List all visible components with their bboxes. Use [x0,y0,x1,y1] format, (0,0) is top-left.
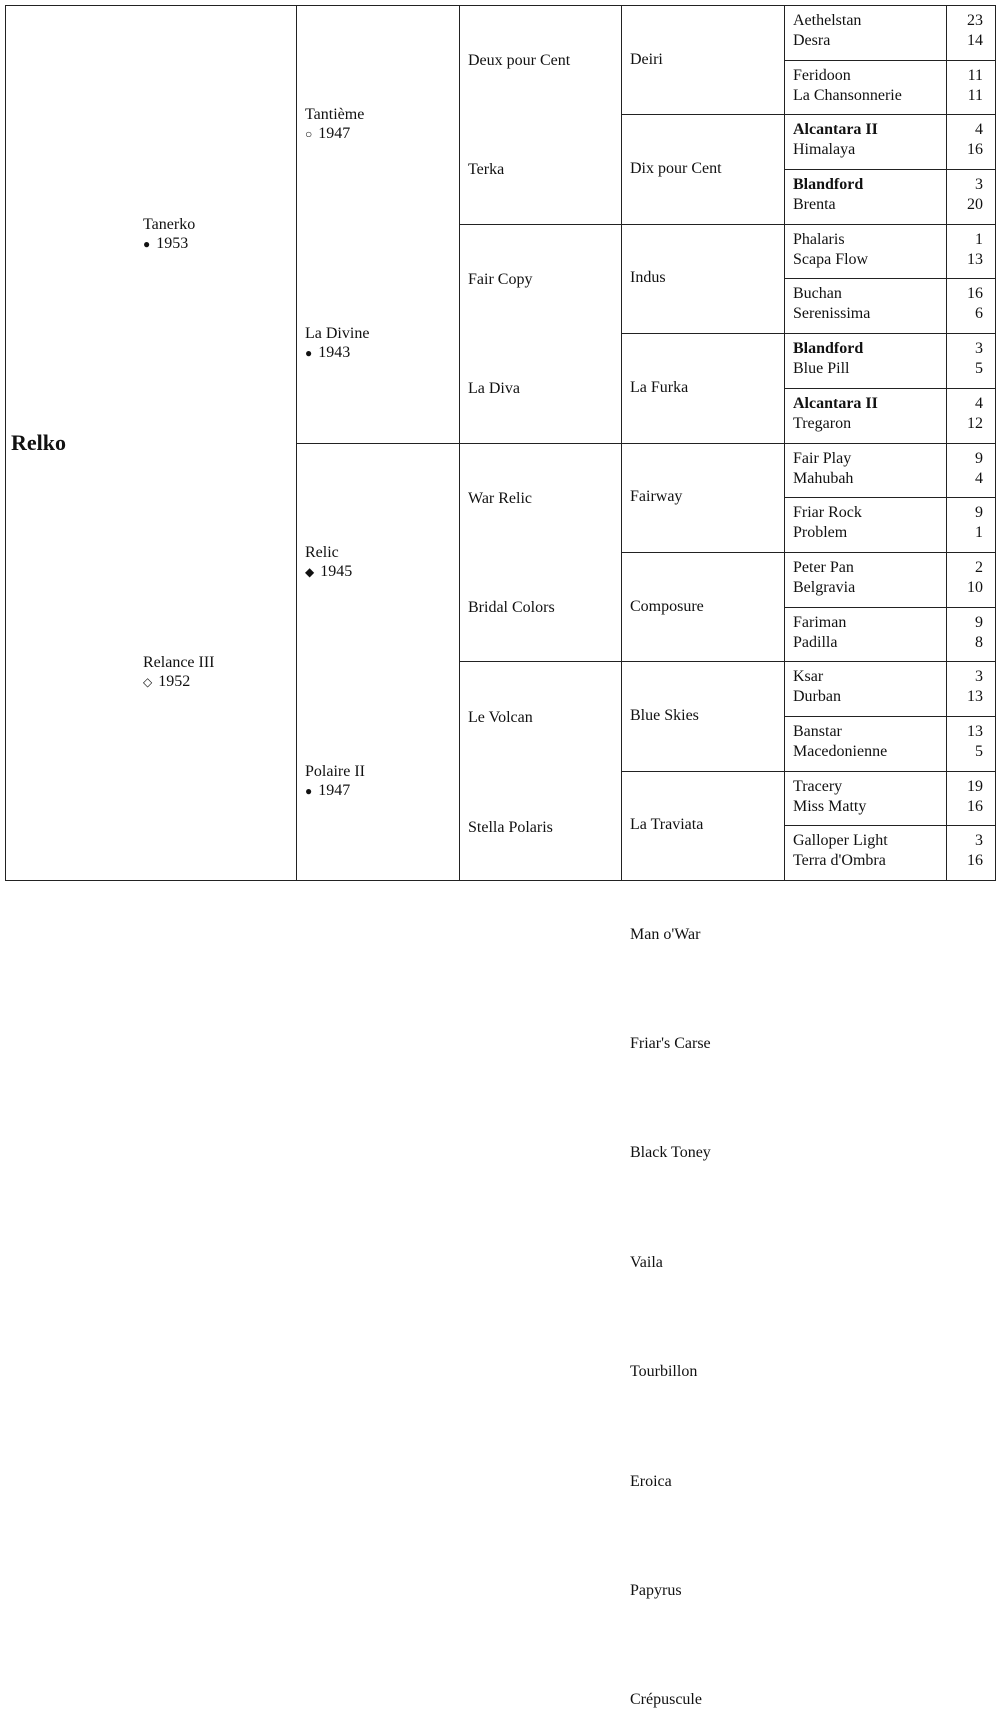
family-number: 3 [975,176,983,193]
great-grandparent-name: Bridal Colors [468,599,555,616]
grandparent-year [305,343,350,363]
gen5-ancestor-name: Blandford [793,340,864,357]
family-number: 10 [967,579,983,596]
gen5-ancestor-name: Padilla [793,634,838,651]
family-number: 4 [975,121,983,138]
border-line [621,114,996,115]
birth-year: 1943 [318,344,351,361]
gen4-ancestor-name: Deiri [630,51,663,68]
gen5-ancestor-name: Buchan [793,285,842,302]
gen5-ancestor-name: Scapa Flow [793,251,869,268]
great-grandparent-name: La Diva [468,380,520,397]
dam-name: Relance III [143,654,215,671]
grandparent-name: Polaire II [305,763,365,780]
border-line [5,5,6,881]
border-line [784,825,996,826]
border-line [784,278,996,279]
gen5-ancestor-name: Miss Matty [793,798,867,815]
gen4-ancestor-name: Dix pour Cent [630,160,722,177]
gen4-ancestor-name: Friar's Carse [630,1035,711,1052]
gen4-ancestor-name: Blue Skies [630,707,699,724]
family-number: 1 [975,231,983,248]
family-number: 20 [967,196,983,213]
coat-mark-icon: ○ [305,127,313,141]
gen5-ancestor-name: Problem [793,524,848,541]
sire-year [143,234,188,254]
gen4-ancestor-name: Black Toney [630,1144,711,1161]
great-grandparent-name: Terka [468,161,505,178]
gen4-ancestor-name: Composure [630,598,704,615]
birth-year: 1953 [156,235,189,252]
border-line [459,224,996,225]
great-grandparent-name: War Relic [468,490,533,507]
family-number: 16 [967,141,983,158]
coat-mark-icon: ◆ [305,565,315,579]
family-number: 13 [967,251,983,268]
family-number: 13 [967,723,983,740]
gen5-ancestor-name: Tracery [793,778,843,795]
grandparent-name: Tantième [305,106,365,123]
gen5-ancestor-name: Tregaron [793,415,852,432]
gen5-ancestor-name: Durban [793,688,841,705]
family-number: 1 [975,524,983,541]
birth-year: 1952 [158,673,191,690]
family-number: 5 [975,360,983,377]
gen4-ancestor-name: La Furka [630,379,689,396]
border-line [621,552,996,553]
birth-year: 1945 [320,563,353,580]
grandparent-year [305,124,350,144]
gen5-ancestor-name: Desra [793,32,831,49]
birth-year: 1947 [318,125,351,142]
gen4-ancestor-name: La Traviata [630,816,704,833]
gen5-ancestor-name: Phalaris [793,231,845,248]
border-line [784,716,996,717]
family-number: 8 [975,634,983,651]
family-number: 16 [967,285,983,302]
gen5-ancestor-name: Blue Pill [793,360,850,377]
gen5-ancestor-name: Aethelstan [793,12,862,29]
gen5-ancestor-name: Serenissima [793,305,871,322]
family-number: 13 [967,688,983,705]
coat-mark-icon: ◇ [143,675,153,689]
border-line [784,607,996,608]
gen4-ancestor-name: Fairway [630,488,683,505]
great-grandparent-name: Stella Polaris [468,819,553,836]
gen5-ancestor-name: Macedonienne [793,743,888,760]
grandparent-name: Relic [305,544,339,561]
gen4-ancestor-name: Crépuscule [630,1691,702,1708]
border-line [621,333,996,334]
border-line [459,661,996,662]
dam-year [143,672,190,692]
coat-mark-icon: ● [305,346,313,360]
gen5-ancestor-name: Friar Rock [793,504,862,521]
family-number: 11 [967,87,983,104]
gen5-ancestor-name: La Chansonnerie [793,87,902,104]
coat-mark-icon: ● [143,237,151,251]
gen5-ancestor-name: Banstar [793,723,842,740]
family-number: 5 [975,743,983,760]
border-line [621,771,996,772]
family-number: 14 [967,32,983,49]
gen5-ancestor-name: Feridoon [793,67,851,84]
gen5-ancestor-name: Fariman [793,614,847,631]
gen5-ancestor-name: Alcantara II [793,121,878,138]
gen5-ancestor-name: Alcantara II [793,395,878,412]
family-number: 16 [967,798,983,815]
gen4-ancestor-name: Indus [630,269,666,286]
grandparent-name: La Divine [305,325,370,342]
subject-horse-name: Relko [11,430,66,455]
grandparent-year [305,562,352,582]
family-number: 9 [975,614,983,631]
family-number: 19 [967,778,983,795]
border-line [296,443,996,444]
gen5-ancestor-name: Ksar [793,668,824,685]
family-number: 3 [975,832,983,849]
gen5-ancestor-name: Himalaya [793,141,856,158]
border-line [784,60,996,61]
sire-name: Tanerko [143,216,196,233]
family-number: 3 [975,668,983,685]
gen4-ancestor-name: Man o'War [630,926,701,943]
border-line [784,388,996,389]
gen5-ancestor-name: Fair Play [793,450,852,467]
family-number: 9 [975,504,983,521]
coat-mark-icon: ● [305,784,313,798]
gen5-ancestor-name: Brenta [793,196,836,213]
family-number: 2 [975,559,983,576]
family-number: 3 [975,340,983,357]
gen5-ancestor-name: Peter Pan [793,559,854,576]
gen5-ancestor-name: Blandford [793,176,864,193]
grandparent-year [305,781,350,801]
border-line [5,880,996,881]
border-line [784,497,996,498]
family-number: 16 [967,852,983,869]
great-grandparent-name: Deux pour Cent [468,52,571,69]
great-grandparent-name: Fair Copy [468,271,533,288]
gen4-ancestor-name: Eroica [630,1473,672,1490]
gen5-ancestor-name: Belgravia [793,579,856,596]
family-number: 11 [967,67,983,84]
family-number: 4 [975,470,983,487]
family-number: 12 [967,415,983,432]
border-line [784,169,996,170]
family-number: 9 [975,450,983,467]
family-number: 6 [975,305,983,322]
great-grandparent-name: Le Volcan [468,709,533,726]
family-number: 23 [967,12,983,29]
gen4-ancestor-name: Vaila [630,1254,663,1271]
gen5-ancestor-name: Galloper Light [793,832,888,849]
gen5-ancestor-name: Terra d'Ombra [793,852,886,869]
gen4-ancestor-name: Tourbillon [630,1363,698,1380]
gen4-ancestor-name: Papyrus [630,1582,682,1599]
family-number: 4 [975,395,983,412]
border-line [5,5,996,6]
birth-year: 1947 [318,782,351,799]
gen5-ancestor-name: Mahubah [793,470,854,487]
